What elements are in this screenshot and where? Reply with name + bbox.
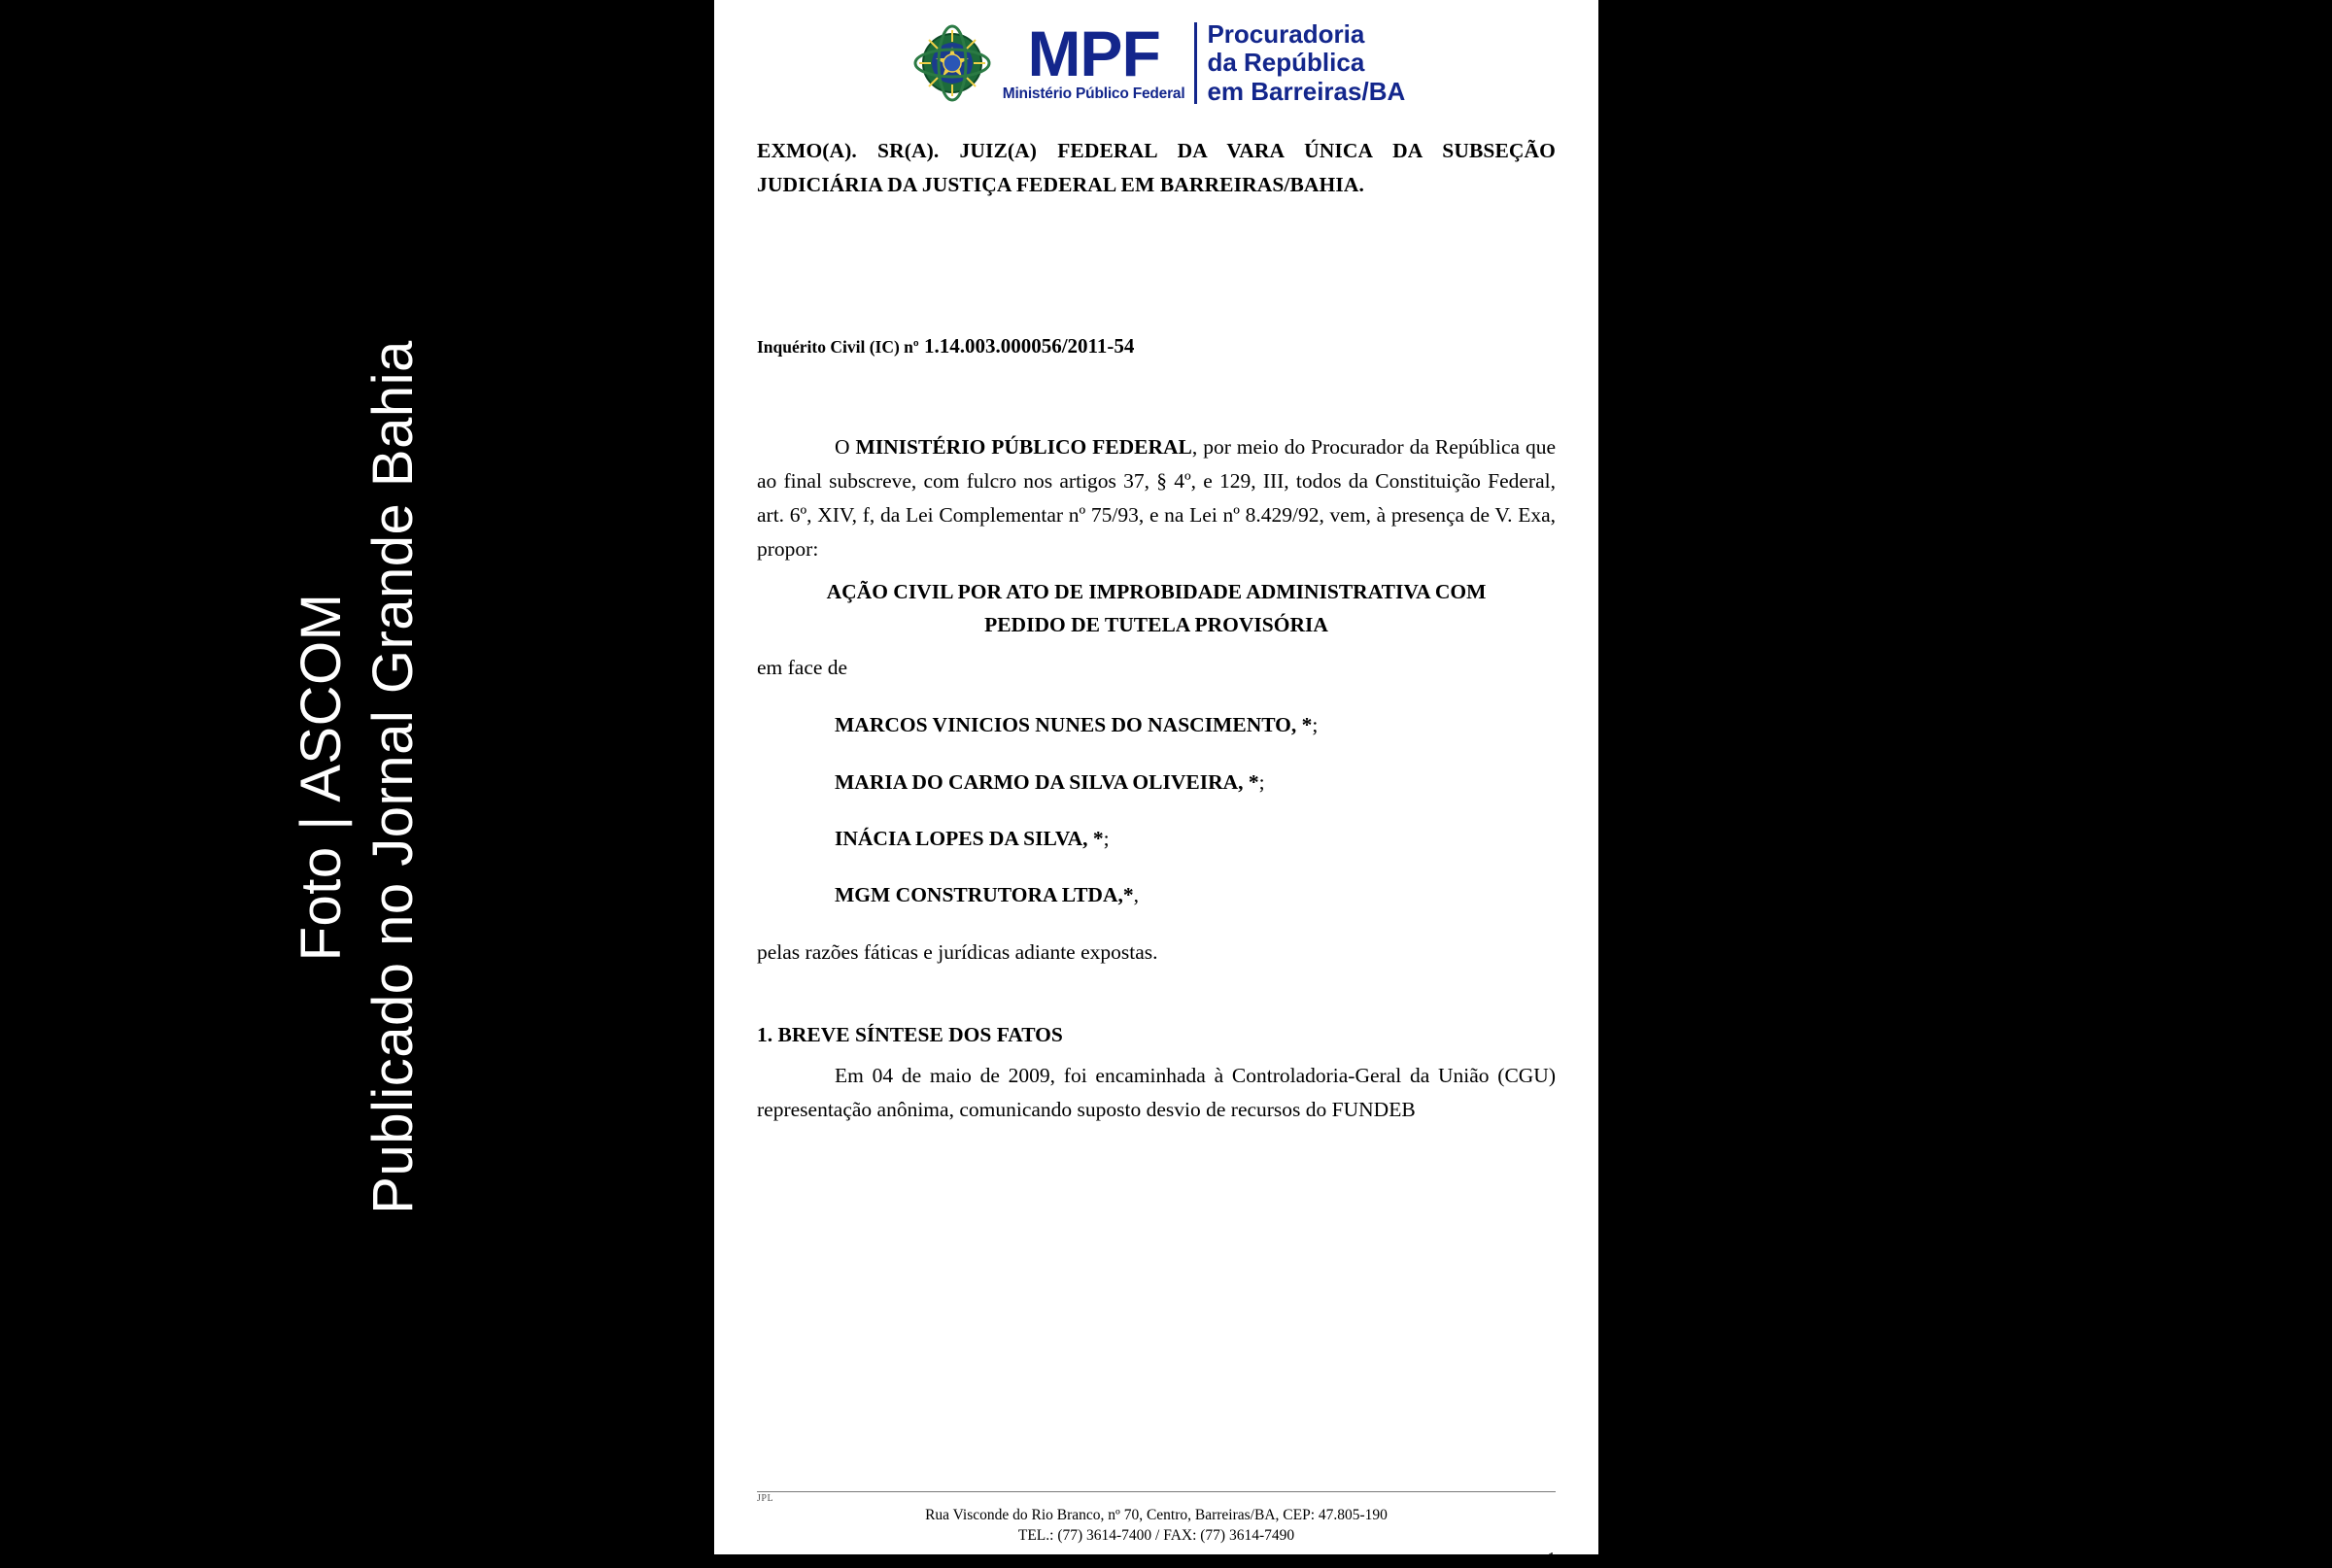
photo-credit-strip <box>0 0 714 1554</box>
document-page <box>714 0 1598 1567</box>
photo-credit-text <box>289 340 425 1214</box>
page-number: 1 <box>1547 1549 1556 1567</box>
unit-line-3: em Barreiras/BA <box>1207 76 1406 106</box>
footer-divider <box>757 1491 1556 1492</box>
addressee-heading: EXMO(A). SR(A). JUIZ(A) FEDERAL DA VARA ÚNICA DA SUBSEÇÃO JUDICIÁRIA DA JUSTIÇA FEDERAL EM BARREIRAS/BAHIA. <box>757 139 1556 196</box>
party-3 <box>835 823 1556 854</box>
party-2 <box>835 767 1556 798</box>
photo-credit-line-1: Foto | ASCOM <box>289 593 353 962</box>
unit-line-1: Procuradoria <box>1207 19 1365 50</box>
section-title-fatos: 1. BREVE SÍNTESE DOS FATOS <box>757 1022 1063 1046</box>
party-1-name: MARCOS VINICIOS NUNES DO NASCIMENTO, * <box>835 713 1313 737</box>
case-reference-line <box>757 330 1556 363</box>
closing-line: pelas razões fáticas e jurídicas adiante expostas. <box>757 940 1158 965</box>
party-1-suffix: ; <box>1312 713 1319 737</box>
section-paragraph-fatos: Em 04 de maio de 2009, foi encaminhada à Controladoria-Geral da União (CGU) representação anônima, comunicando suposto desvio de recursos do FUNDEB <box>757 1064 1556 1122</box>
coat-of-arms-brazil-icon <box>908 18 997 108</box>
mpf-subtitle: Ministério Público Federal <box>1002 85 1185 103</box>
document-body <box>714 134 1598 1127</box>
logo-divider <box>1194 22 1197 103</box>
mpf-acronym: MPF <box>1027 17 1160 89</box>
party-4-suffix: , <box>1133 883 1139 907</box>
case-number: 1.14.003.000056/2011-54 <box>923 333 1135 358</box>
party-4 <box>835 879 1556 910</box>
footer-contact: TEL.: (77) 3614-7400 / FAX: (77) 3614-7490 <box>1017 1527 1295 1545</box>
unit-line-2: da República <box>1207 48 1365 78</box>
photo-credit-line-2: Publicado no Jornal Grande Bahia <box>360 340 425 1214</box>
action-title-line-1: AÇÃO CIVIL POR ATO DE IMPROBIDADE ADMINISTRATIVA COM <box>826 580 1487 604</box>
action-title <box>757 576 1556 641</box>
document-header <box>714 0 1598 126</box>
action-title-line-2: PEDIDO DE TUTELA PROVISÓRIA <box>984 612 1328 636</box>
party-2-name: MARIA DO CARMO DA SILVA OLIVEIRA, * <box>835 769 1259 794</box>
party-3-suffix: ; <box>1103 826 1110 850</box>
opening-paragraph <box>757 430 1556 566</box>
opening-body: , por meio do Procurador da República que ao final subscreve, com fulcro nos artigos 37, § 4º, e 129, III, todos da Constituição Federal, art. 6º, XIV, f, da Lei Complementar nº 75/93, e na Lei nº 8.429/92, vem, à presença de V. Exa, propor: <box>757 435 1557 562</box>
opening-prefix: O <box>835 435 856 460</box>
against-label: em face de <box>757 656 848 679</box>
footer-address: Rua Visconde do Rio Branco, nº 70, Centro, Barreiras/BA, CEP: 47.805-190 <box>925 1507 1388 1524</box>
document-footer <box>757 1491 1556 1567</box>
party-1 <box>835 709 1556 740</box>
party-3-name: INÁCIA LOPES DA SILVA, * <box>835 826 1104 850</box>
party-4-name: MGM CONSTRUTORA LTDA,* <box>835 883 1134 907</box>
party-2-suffix: ; <box>1258 769 1265 794</box>
mpf-logo <box>1002 17 1406 106</box>
opening-author: MINISTÉRIO PÚBLICO FEDERAL <box>855 435 1192 460</box>
case-label: Inquérito Civil (IC) nº <box>757 336 919 357</box>
footer-initials: JPL <box>757 1493 774 1505</box>
